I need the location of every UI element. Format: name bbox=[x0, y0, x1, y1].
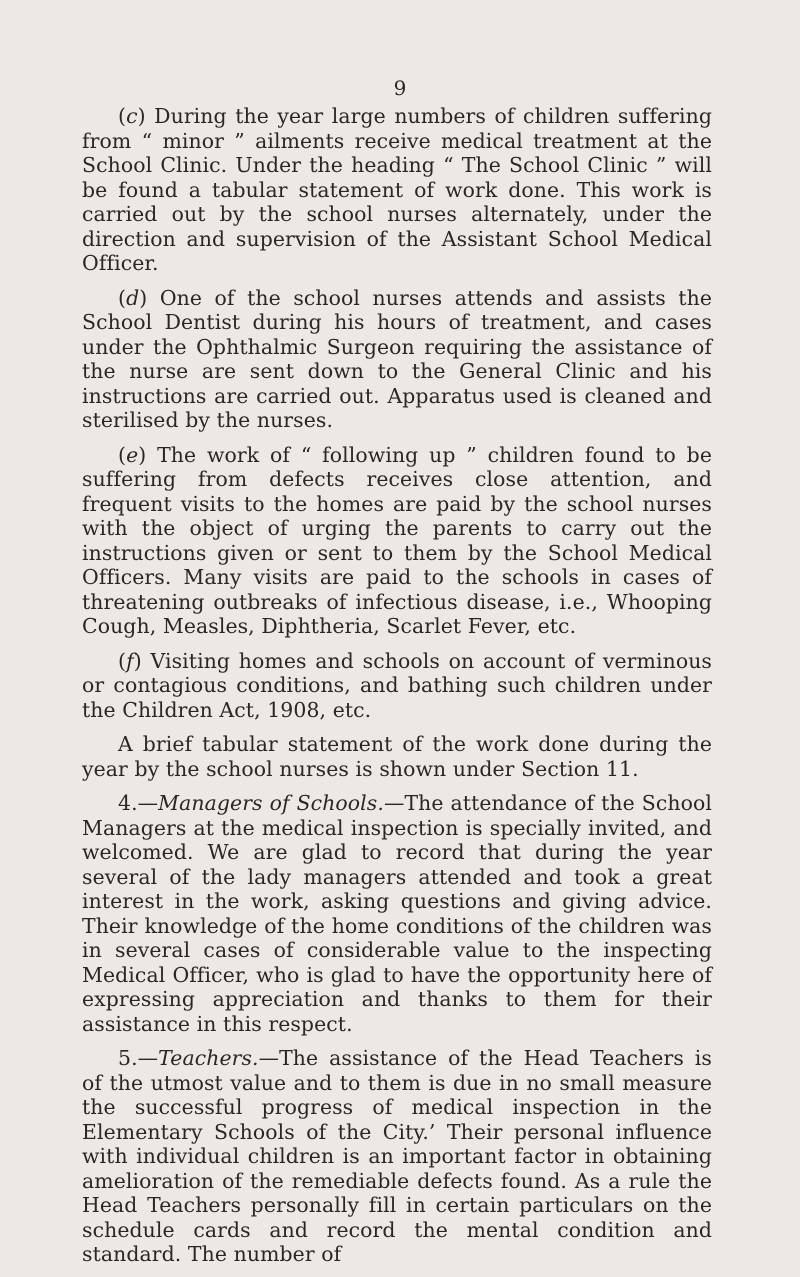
page-number: 9 bbox=[393, 76, 407, 100]
item-label: e bbox=[126, 442, 139, 467]
item-label: c bbox=[126, 104, 138, 128]
section-heading: Teachers. bbox=[158, 1046, 259, 1070]
section-heading: Managers of Schools. bbox=[158, 791, 384, 815]
item-label: f bbox=[126, 648, 134, 673]
paragraph-e: (e) The work of “ following up ” children found to be suffering from defects receives close attention, and frequent visits to the homes are paid by the school nurses with the object of urging the parents to carry out the instructions given or sent to them by the School Medical Officers. Many visits are paid to the schools in cases of threatening outbreaks of infectious disease, i.e., Whooping Cough, Measles, Diphtheria, Scarlet Fever, etc. bbox=[82, 442, 713, 638]
item-label: d bbox=[126, 285, 140, 310]
paragraph-teachers: 5.—Teachers.—The assistance of the Head Teachers is of the utmost value and to them is due in no small measure the successful progress of medical inspection in the Elementary Schools of the City.’ Their personal influence with individual children is an important factor in obtaining amelioration of the remediable defects found. As a rule the Head Teachers personally fill in certain particulars on the schedule cards and record the mental condition and standard. The number of bbox=[82, 1046, 712, 1266]
body-text bbox=[82, 104, 712, 1277]
paragraph-summary: A brief tabular statement of the work done during the year by the school nurses is shown under Section 11. bbox=[82, 732, 712, 781]
paragraph-c: (c) During the year large numbers of children suffering from “ minor ” ailments receive medical treatment at the School Clinic. Under the heading “ The School Clinic ” will be found a tabular statement of work done. This work is carried out by the school nurses alternately, under the direction and supervision of the Assistant School Medical Officer. bbox=[82, 104, 712, 275]
paragraph-managers: 4.—Managers of Schools.—The attendance of the School Managers at the medical inspection is specially invited, and welcomed. We are glad to record that during the year several of the lady managers attended and took a great interest in the work, asking questions and giving advice. Their knowledge of the home conditions of the children was in several cases of considerable value to the inspecting Medical Officer, who is glad to have the opportunity here of expressing appreciation and thanks to them for their assistance in this respect. bbox=[82, 791, 712, 1036]
paragraph-d: (d) One of the school nurses attends and assists the School Dentist during his hours of treatment, and cases under the Ophthalmic Surgeon requiring the assistance of the nurse are sent down to the General Clinic and his instructions are carried out. Apparatus used is cleaned and sterilised by the nurses. bbox=[82, 285, 713, 432]
paragraph-f: (f) Visiting homes and schools on account of verminous or contagious conditions, and bathing such children under the Children Act, 1908, etc. bbox=[82, 648, 712, 722]
